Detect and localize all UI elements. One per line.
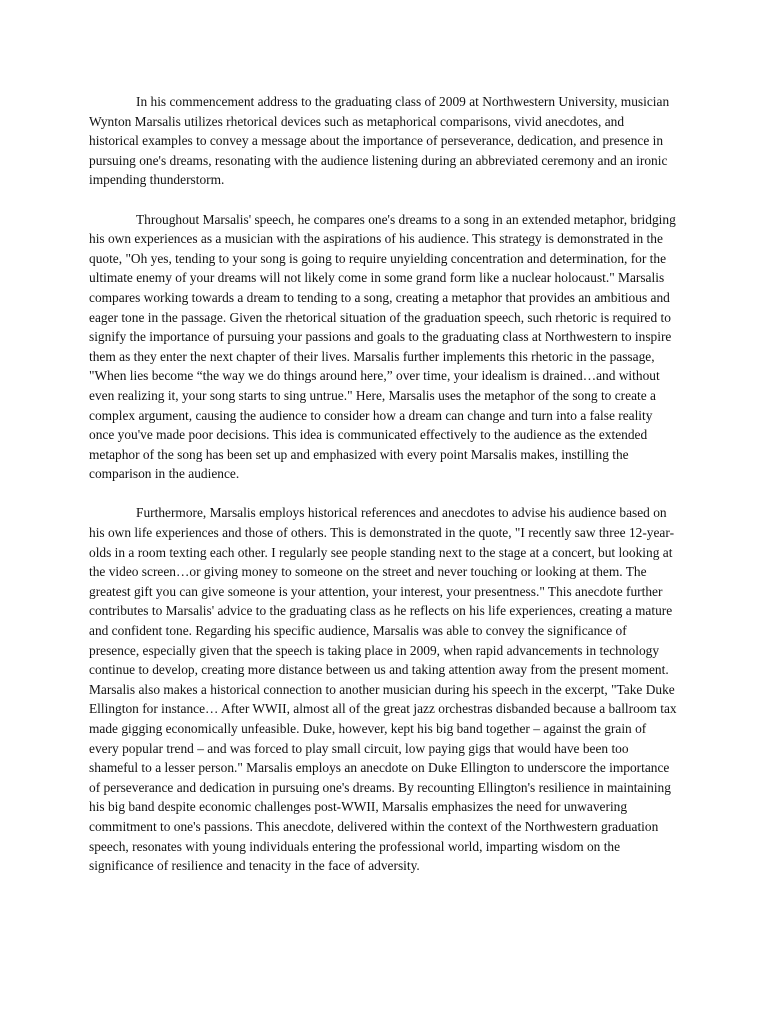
paragraph-introduction: In his commencement address to the graduating class of 2009 at Northwestern University, musician Wynton Marsalis utilizes rhetorical devices such as metaphorical comparisons, vivid anecdotes, and historical examples to convey a message about the importance of perseverance, dedication, and presence in pursuing one's dreams, resonating with the audience listening during an abbreviated ceremony and an ironic impending thunderstorm. [89,94,670,188]
paragraph-metaphor: Throughout Marsalis' speech, he compares one's dreams to a song in an extended metaphor, bridging his own experiences as a musician with the aspirations of his audience. This strategy is demonstrated in the quote, "Oh yes, tending to your song is going to require unyielding concentration and determination, for the ultimate enemy of your dreams will not likely come in some grand form like a nuclear holocaust." Marsalis compares working towards a dream to tending to a song, creating a metaphor that provides an ambitious and eager tone in the passage. Given the rhetorical situation of the graduation speech, such rhetoric is required to signify the importance of pursuing your passions and goals to the graduating class at Northwestern to inspire them as they enter the next chapter of their lives. Marsalis further implements this rhetoric in the passage, "When lies become “the way we do things around here,” over time, your idealism is drained…and without even realizing it, your song starts to sing untrue." Here, Marsalis uses the metaphor of the song to create a complex argument, causing the audience to consider how a dream can change and turn into a false reality once you've made poor decisions. This idea is communicated effectively to the audience as the extended metaphor of the song has been set up and emphasized with every point Marsalis makes, instilling the comparison in the audience. [89,211,676,482]
paragraph-anecdotes: Furthermore, Marsalis employs historical references and anecdotes to advise his audience based on his own life experiences and those of others. This is demonstrated in the quote, "I recently saw three 12-year-olds in a room texting each other. I regularly see people standing next to the stage at a concert, but looking at the video screen…or giving money to someone on the street and never touching or looking at them. The greatest gift you can give someone is your attention, your interest, your presentness." This anecdote further contributes to Marsalis' advice to the graduating class as he reflects on his life experiences, creating a mature and confident tone. Regarding his specific audience, Marsalis was able to convey the significance of presence, especially given that the speech is taking place in 2009, when rapid advancements in technology continue to develop, creating more distance between us and taking attention away from the present moment. Marsalis also makes a historical connection to another musician during his speech in the excerpt, "Take Duke Ellington for instance… After WWII, almost all of the great jazz orchestras disbanded because a ballroom tax made gigging economically unfeasible. Duke, however, kept his big band together – against the grain of every popular trend – and was forced to play small circuit, low paying gigs that would have been too shameful to a lesser person." Marsalis employs an anecdote on Duke Ellington to underscore the importance of perseverance and dedication in pursuing one's dreams. By recounting Ellington's resilience in maintaining his big band despite economic challenges post-WWII, Marsalis emphasizes the need for unwavering commitment to one's passions. This anecdote, delivered within the context of the Northwestern graduation speech, resonates with young individuals entering the professional world, imparting wisdom on the significance of resilience and tenacity in the face of adversity. [89,505,677,874]
document-page [89,92,677,895]
